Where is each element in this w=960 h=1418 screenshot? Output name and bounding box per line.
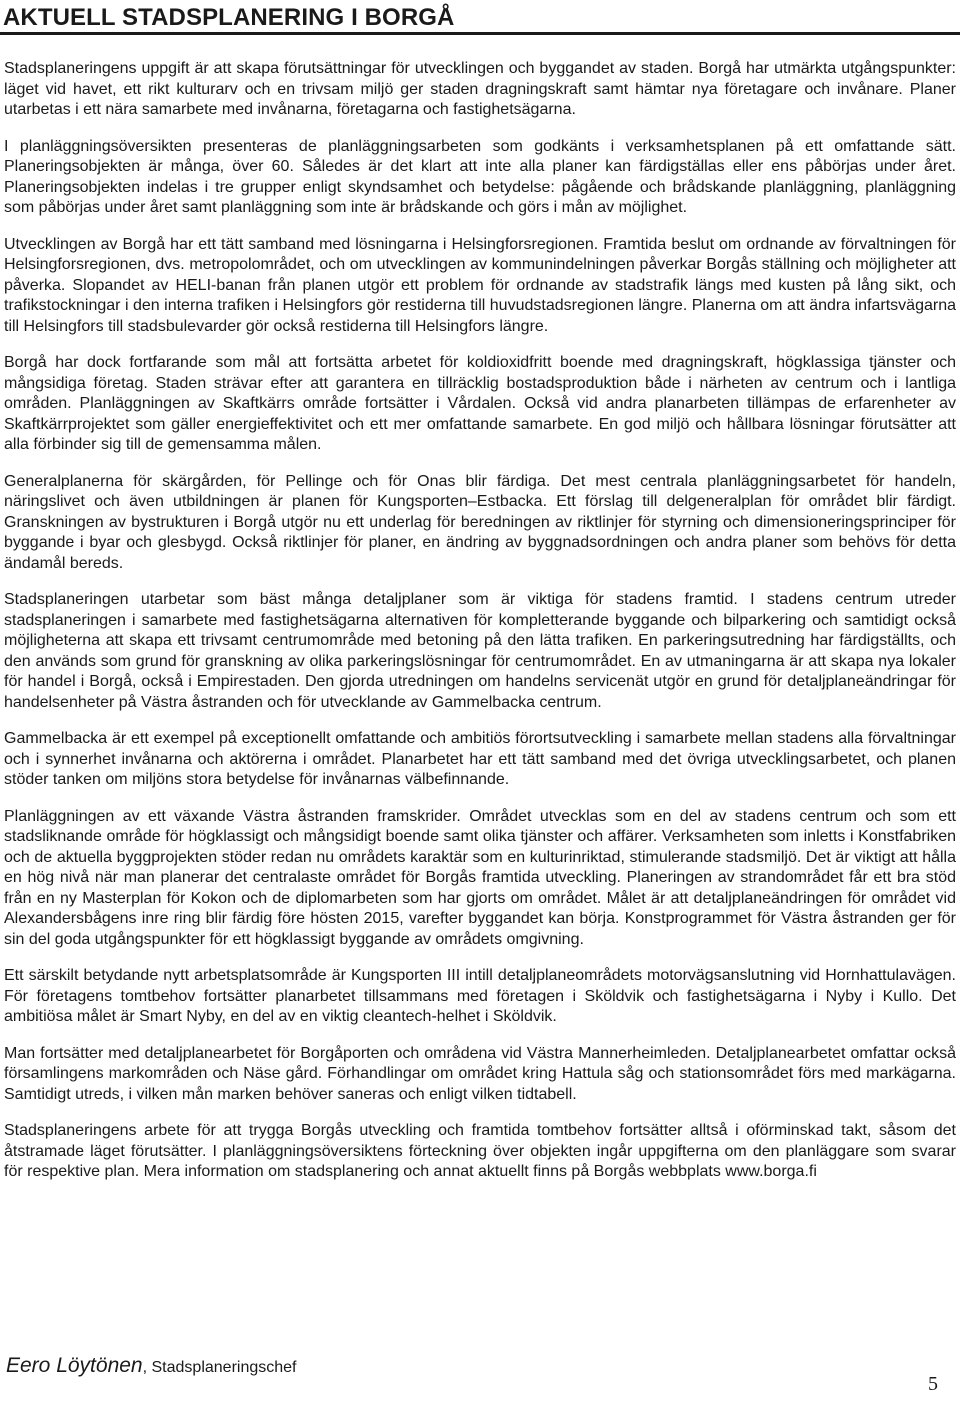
paragraph-kungsporten: Ett särskilt betydande nytt arbetsplatsområde är Kungsporten III intill detaljplaneområdets motorvägsanslutning vid Hornhattulavägen. För företagens tomtbehov fortsätter planarbetet tillsammans med företagen i Sköldvik och fastighetsägarna i Nyby i Kullo. Det ambitiösa målet är Smart Nyby, en del av en viktig cleantech-helhet i Sköldvik.	[4, 967, 956, 1025]
title-underline	[0, 32, 960, 35]
paragraph-vastra-astranden: Planläggningen av ett växande Västra åstranden framskrider. Området utvecklas som en del av stadens centrum och som ett stadsliknande område för högklassigt och mångsidigt boende samt olika tjänster och affärer. Verksamheten som inletts i Konstfabriken och de aktuella byggprojekten stöder redan nu områdets karaktär som en kulturinriktad, stimulerande stadsmiljö. Det är viktigt att hålla en hög nivå när man planerar det centralaste området för Borgås framtida utveckling. Planeringen av strandområdet får ett bra stöd från en ny Masterplan för Kokon och de diplomarbeten som har gjorts om området. Målet är att detaljplaneändringen för området vid Alexandersbågens inre ring blir färdig före hösten 2015, varefter byggandet kan börja. Konstprogrammet för Västra åstranden ger för sin del goda utgångspunkter för ett högklassigt byggande av områdets omgivning.	[4, 807, 956, 948]
paragraph-gammelbacka: Gammelbacka är ett exempel på exceptionellt omfattande och ambitiös förortsutveckling i samarbete mellan stadens alla förvaltningar och i synnerhet invånarna och aktörerna i området. Planarbetet har ett tätt samband med det övriga utvecklingsarbetet, och planen stöder tanken om miljöns stora betydelse för invånarnas välbefinnande.	[4, 730, 956, 788]
paragraph-goals: Borgå har dock fortfarande som mål att fortsätta arbetet för koldioxidfritt boende med dragningskraft, högklassiga tjänster och mångsidiga företag. Staden strävar efter att garantera en tillräcklig bostadsproduktion både i närheten av centrum och i lantliga områden. Planläggningen av Skaftkärrs område fortsätter i Vårdalen. Också vid andra planarbeten tillämpas de erfarenheter av Skaftkärrprojektet som gäller energieffektivitet och ett mer omfattande samarbete. En god miljö och hållbara lösningar förutsätter att alla förbinder sig till de gemensamma målen.	[4, 354, 956, 453]
paragraph-borgaporten: Man fortsätter med detaljplanearbetet för Borgåporten och områdena vid Västra Mannerheimleden. Detaljplanearbetet omfattar också församlingens markområden och Näse gård. Förhandlingar om området kring Hattula såg och stationsområdet förs med markägarna. Samtidigt utreds, i vilken mån marken behöver saneras och enligt vilken tidtabell.	[4, 1044, 956, 1103]
paragraph-intro: Stadsplaneringens uppgift är att skapa förutsättningar för utvecklingen och byggandet av staden. Borgå har utmärkta utgångspunkter: läget vid havet, ett rikt kulturarv och en trivsam miljö ger staden dragningskraft samt hämtar nya företagare och invånare. Planer utarbetas i ett nära samarbete med invånarna, företagarna och fastighetsägarna.	[4, 60, 956, 118]
signature-role: , Stadsplaneringschef	[142, 1359, 297, 1376]
paragraph-overview: I planläggningsöversikten presenteras de planläggningsarbeten som godkänts i verksamhetsplanen på ett omfattande sätt. Planeringsobjekten är många, över 60. Således är det klart att inte alla planer kan färdigställas eller ens påbörjas under året. Planeringsobjekten indelas i tre grupper enligt skyndsamhet och betydelse: pågående och brådskande planläggning, planläggning som påbörjas under året samt planläggning som inte är brådskande och görs i mån av möjlighet.	[4, 137, 956, 216]
paragraph-detail-plans: Stadsplaneringen utarbetar som bäst många detaljplaner som är viktiga för stadens framtid. I stadens centrum utreder stadsplaneringen i samarbete med fastighetsägarna alternativen för kompletterande byggande och bilparkering och samtidigt också möjligheterna att skapa ett trivsamt centrumområde med betoning på den lätta trafiken. En parkeringsutredning har färdigställts, och den används som grund för granskning av olika parkeringslösningar för centrumområdet. En av utmaningarna är att skapa nya lokaler för handel i Borgå, också i Empirestaden. Den gjorda utredningen om handelns servicenät utgör en grund för detaljplaneändringar för handelsenheter på Västra åstranden och för utvecklande av Gammelbacka centrum.	[4, 591, 956, 711]
paragraph-closing: Stadsplaneringens arbete för att trygga Borgås utveckling och framtida tomtbehov fortsätter alltså i oförminskad takt, såsom det åtstramade läget förutsätter. I planläggningsöversiktens förteckning över objekten ingår uppgifterna om den planläggare som svarar för respektive plan. Mera information om stadsplanering och annat aktuellt finns på Borgås webbplats www.borga.fi	[4, 1122, 956, 1180]
page-number: 5	[928, 1373, 938, 1395]
page-title: AKTUELL STADSPLANERING I BORGÅ	[3, 4, 455, 31]
signature	[6, 1354, 296, 1378]
signature-name: Eero Löytönen	[6, 1354, 143, 1377]
paragraph-helsinki-region: Utvecklingen av Borgå har ett tätt samband med lösningarna i Helsingforsregionen. Framtida beslut om ordnande av förvaltningen för Helsingforsregionen, dvs. metropolområdet, och om utvecklingen av kommunindelningen påverkar Borgås ställning och möjligheter att påverka. Slopandet av HELI-banan från planen utgör ett problem för ordnande av stadstrafik längs med kusten på lång sikt, och trafikstockningar i den interna trafiken i Helsingfors gör restiderna till huvudstadsregionen längre. Planerna om att ändra infartsvägarna till Helsingfors till stadsbulevarder gör också restiderna till Helsingfors längre.	[4, 235, 956, 335]
paragraph-general-plans: Generalplanerna för skärgården, för Pellinge och för Onas blir färdiga. Det mest centrala planläggningsarbetet för handeln, näringslivet och även utbildningen är planen för Kungsporten–Estbacka. Ett förslag till delgeneralplan för området blir färdigt. Granskningen av bystrukturen i Borgå utgör nu ett underlag för beredningen av riktlinjer för styrning och dimensioneringsprinciper för byggande i byar och glesbygd. Också riktlinjer för planer, en ändring av byggnadsordningen och andra planer som behövs för detta ändamål bereds.	[4, 472, 956, 572]
document-body	[4, 59, 956, 1199]
